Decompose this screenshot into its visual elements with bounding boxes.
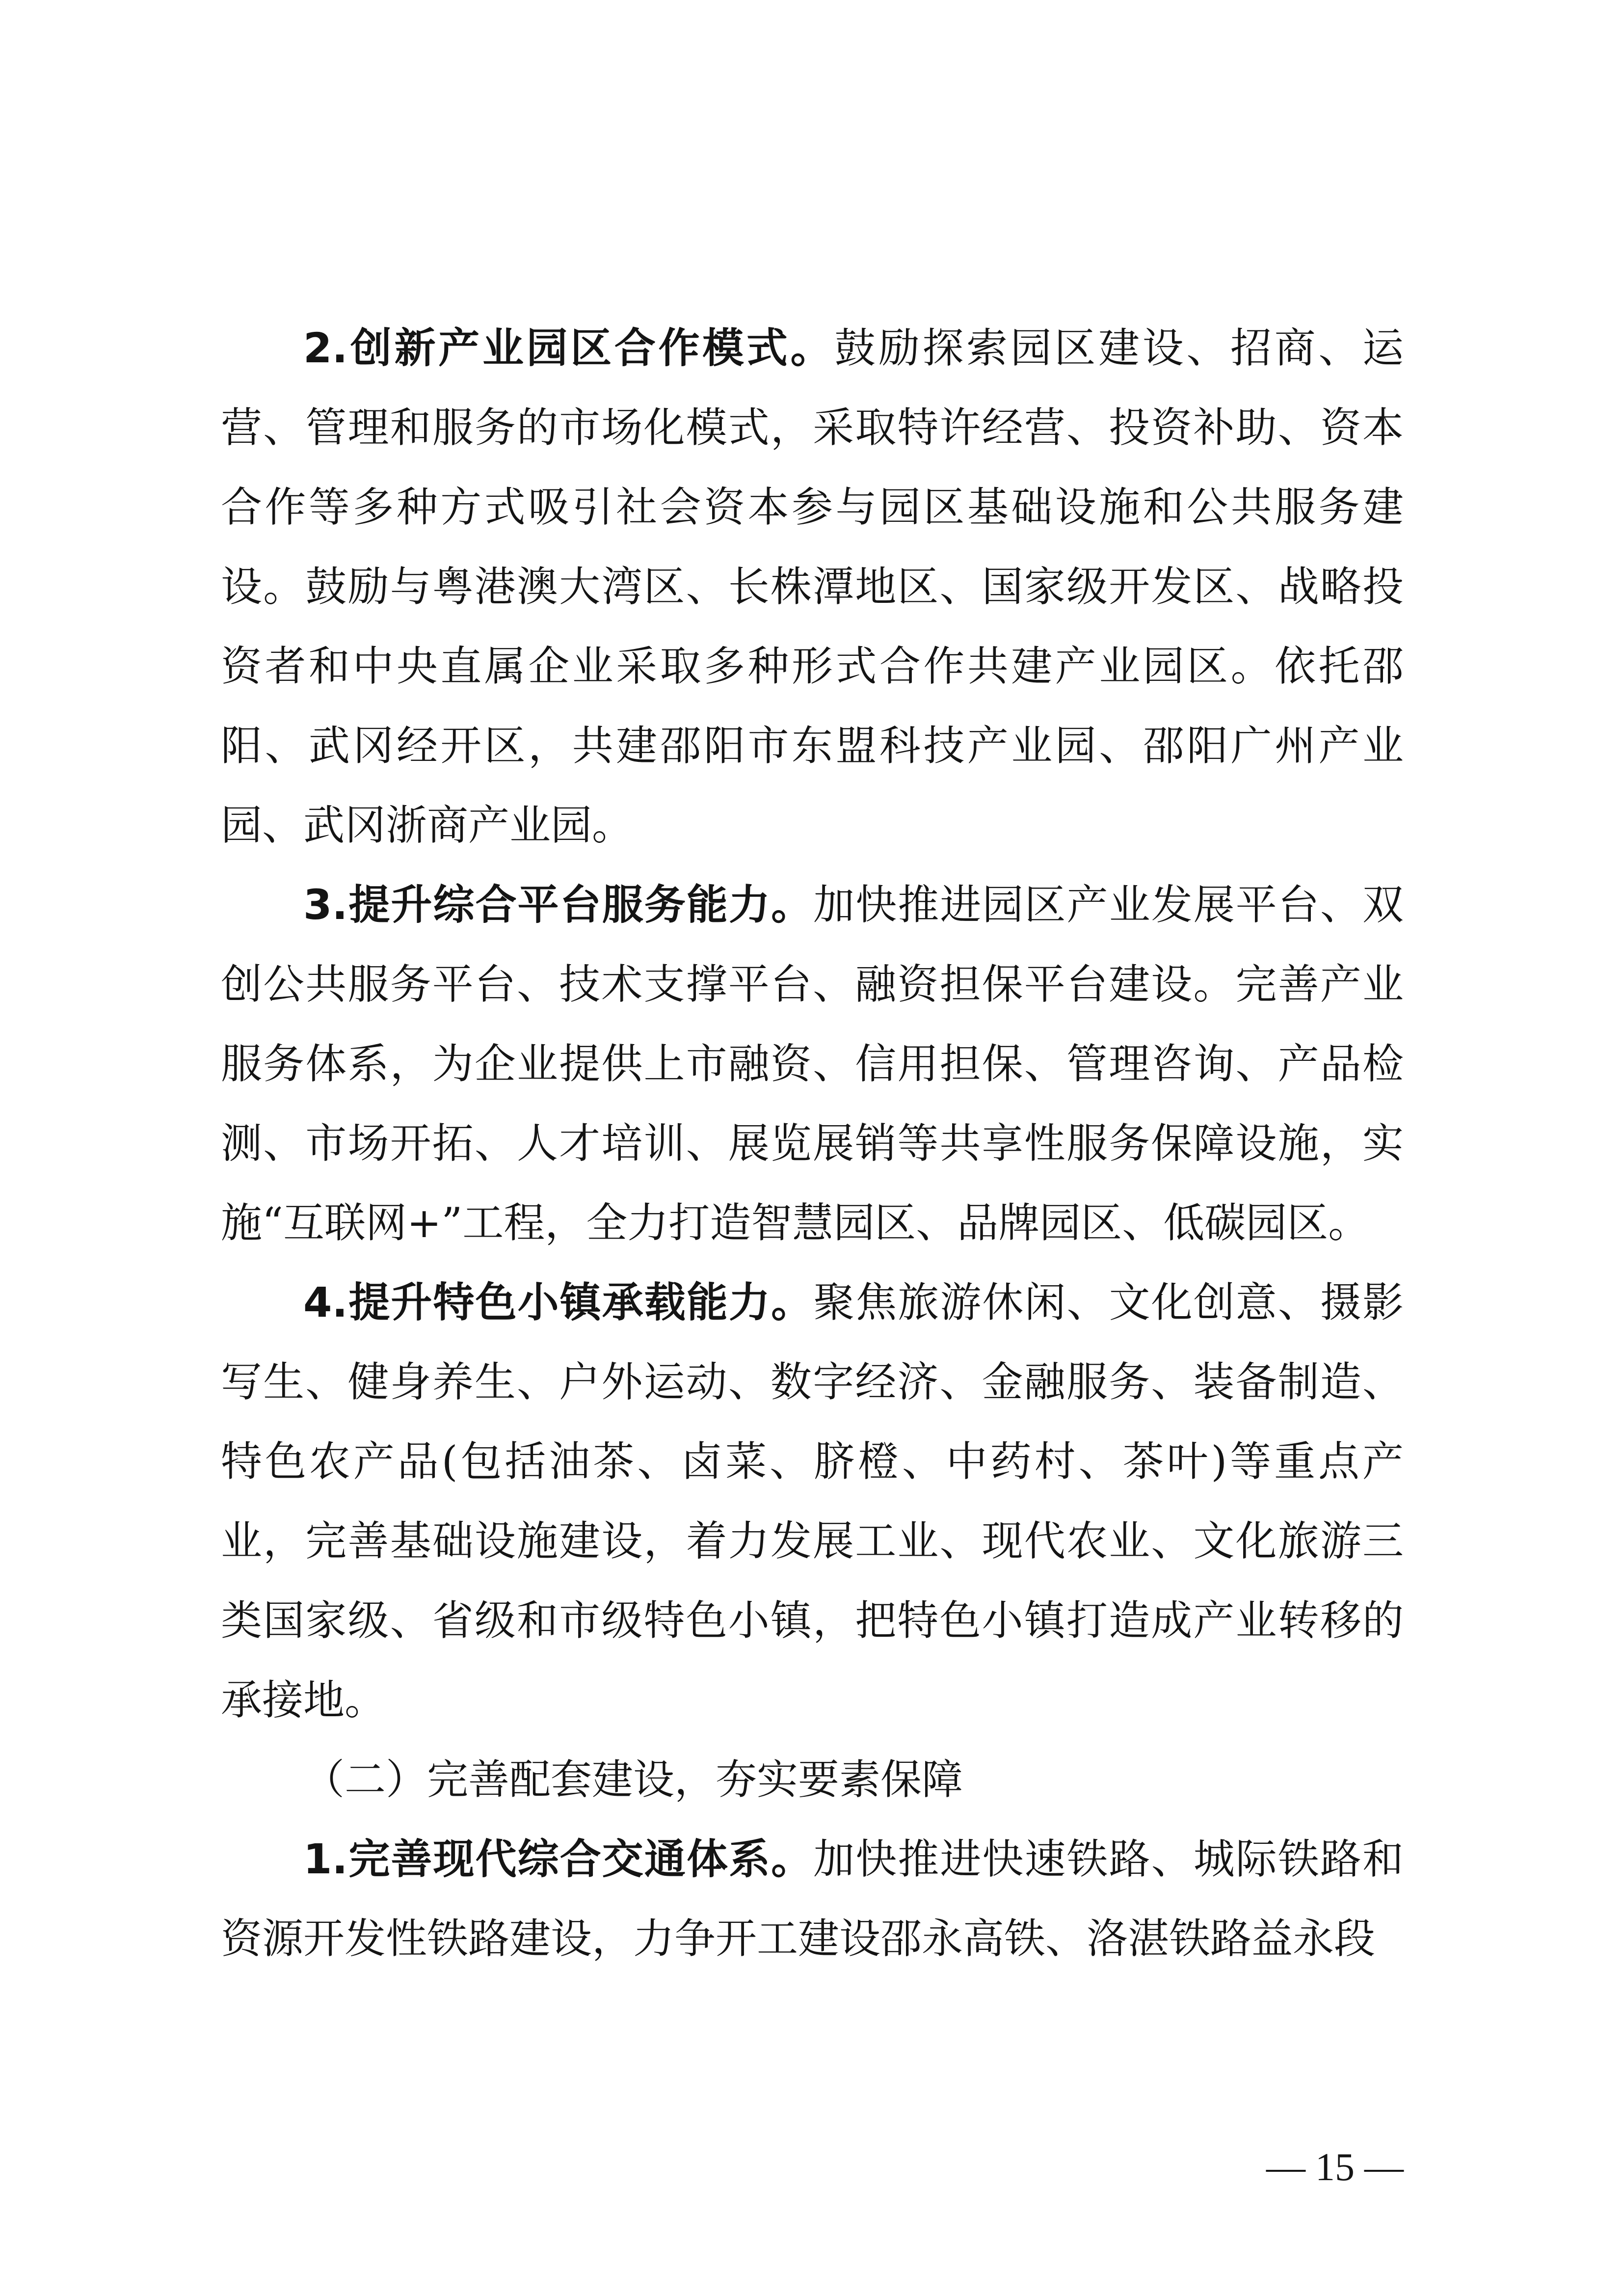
paragraph-2 (221, 308, 1404, 865)
document-body (221, 308, 1404, 1978)
paragraph-body: 加快推进园区产业发展平台、双创公共服务平台、技术支撑平台、融资担保平台建设。完善产业服务体系，为企业提供上市融资、信用担保、管理咨询、产品检测、市场开拓、人才培训、展览展销等共享性服务保障设施，实施“互联网+”工程，全力打造智慧园区、品牌园区、低碳园区。 (221, 881, 1404, 1247)
paragraph-1-transport (221, 1819, 1404, 1978)
paragraph-number: 4. (303, 1278, 348, 1326)
section-title: （二）完善配套建设，夯实要素保障 (303, 1756, 963, 1804)
paragraph-4 (221, 1263, 1404, 1740)
paragraph-3 (221, 865, 1404, 1263)
paragraph-heading: 提升综合平台服务能力。 (347, 881, 814, 929)
paragraph-heading: 提升特色小镇承载能力。 (347, 1278, 814, 1326)
paragraph-number: 1. (303, 1835, 348, 1883)
paragraph-body: 聚焦旅游休闲、文化创意、摄影写生、健身养生、户外运动、数字经济、金融服务、装备制造、特色农产品(包括油茶、卤菜、脐橙、中药村、茶叶)等重点产业，完善基础设施建设，着力发展工业、现代农业、文化旅游三类国家级、省级和市级特色小镇，把特色小镇打造成产业转移的承接地。 (221, 1278, 1404, 1724)
paragraph-body: 加快推进快速铁路、城际铁路和资源开发性铁路建设，力争开工建设邵永高铁、洛湛铁路益永段 (221, 1835, 1404, 1963)
paragraph-number: 3. (303, 881, 348, 929)
page-number: — 15 — (1266, 2146, 1404, 2189)
paragraph-heading: 创新产业园区合作模式。 (347, 324, 835, 372)
paragraph-body: 鼓励探索园区建设、招商、运营、管理和服务的市场化模式，采取特许经营、投资补助、资本合作等多种方式吸引社会资本参与园区基础设施和公共服务建设。鼓励与粤港澳大湾区、长株潭地区、国家级开发区、战略投资者和中央直属企业采取多种形式合作共建产业园区。依托邵阳、武冈经开区，共建邵阳市东盟科技产业园、邵阳广州产业园、武冈浙商产业园。 (221, 324, 1404, 849)
paragraph-heading: 完善现代综合交通体系。 (347, 1835, 814, 1883)
paragraph-number: 2. (303, 324, 348, 372)
